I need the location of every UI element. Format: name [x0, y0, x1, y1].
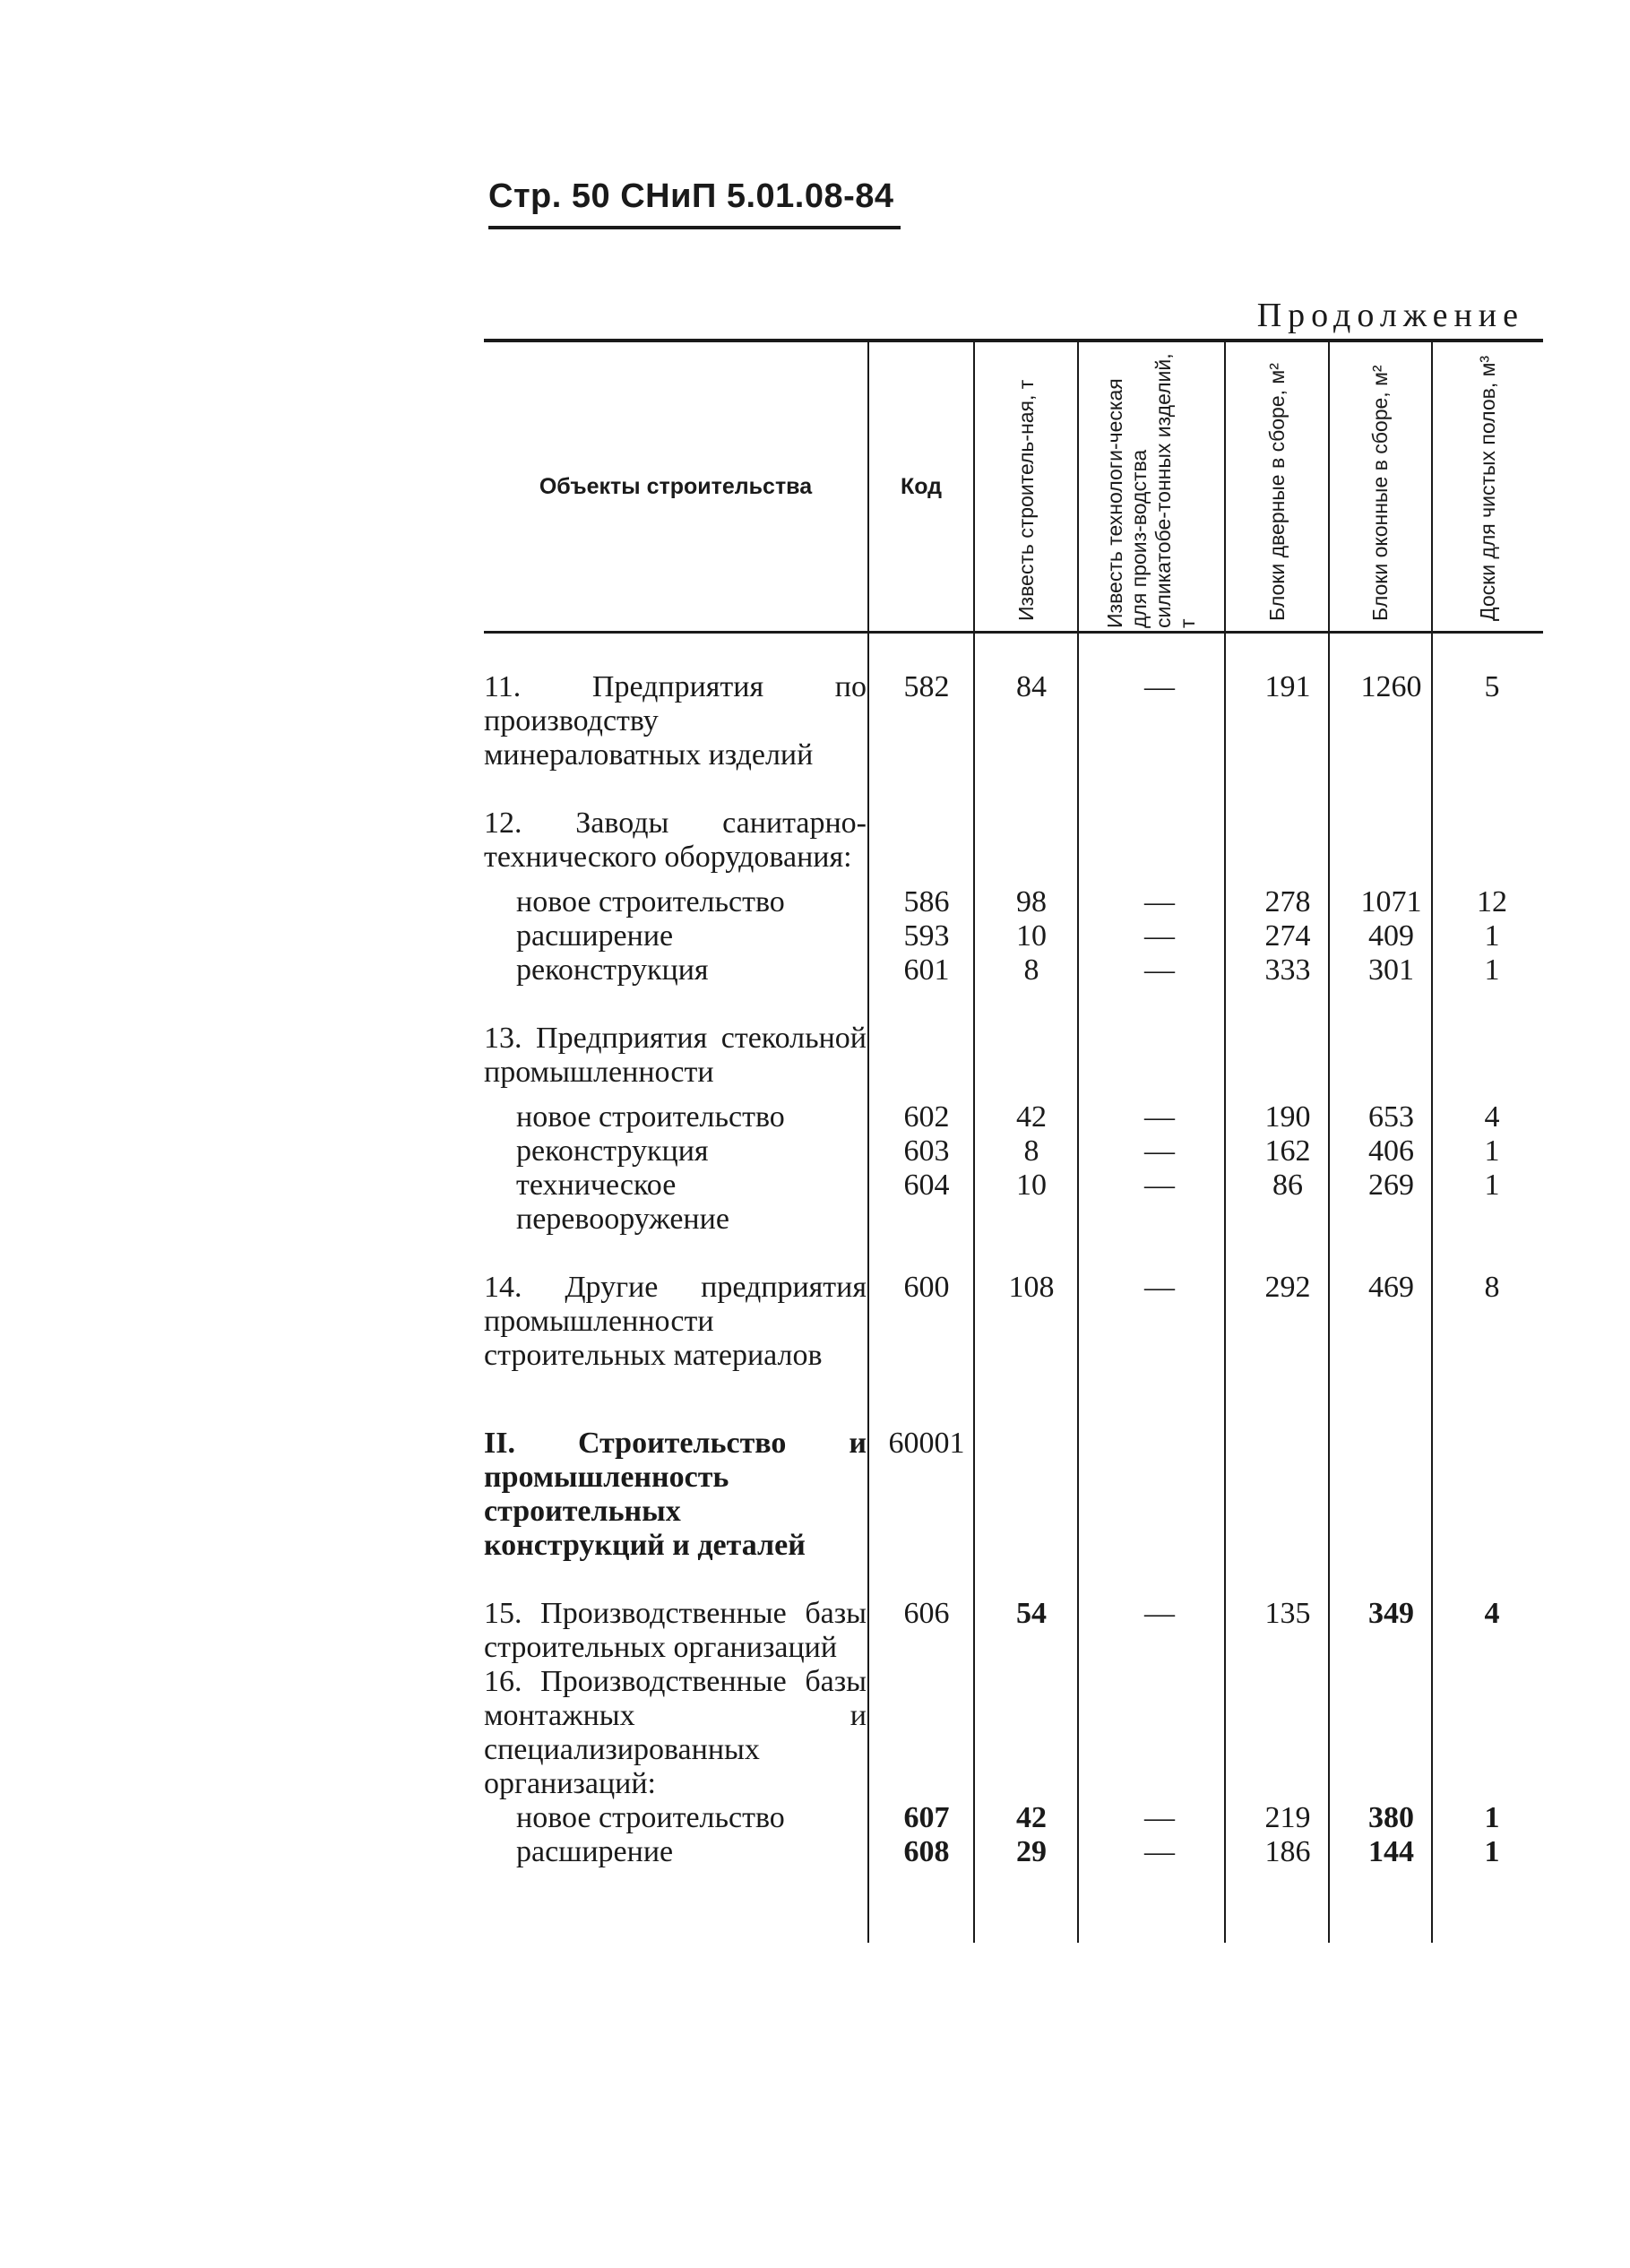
- object-cell: 14. Другие предприятия промышленности строительных материалов: [484, 1271, 867, 1372]
- header-floor-boards: [1433, 342, 1543, 631]
- door-cell: 190: [1264, 1100, 1311, 1134]
- board-cell: 1: [1484, 1801, 1500, 1834]
- header-floor-boards-label: Доски для чистых полов, м³: [1476, 355, 1499, 621]
- tech-cell: —: [1144, 1100, 1175, 1134]
- table-row: [484, 1665, 1543, 1801]
- table-row: [484, 1100, 1543, 1134]
- object-cell: новое строительство: [516, 1100, 785, 1134]
- tech-cell: —: [1144, 1801, 1175, 1834]
- door-cell: 86: [1272, 1168, 1303, 1202]
- table-row: [484, 919, 1543, 953]
- table-row: [484, 1134, 1543, 1168]
- lime-cell: 8: [1023, 1134, 1039, 1168]
- board-cell: 1: [1484, 919, 1500, 953]
- tech-cell: —: [1144, 1134, 1175, 1168]
- table-header-rule: [484, 631, 1543, 634]
- door-cell: 278: [1264, 885, 1311, 918]
- tech-cell: —: [1144, 1271, 1175, 1304]
- object-cell: 12. Заводы санитарно-технического оборудования:: [484, 806, 867, 874]
- header-lime-technological: [1079, 342, 1224, 631]
- materials-table: [484, 339, 1543, 1943]
- code-cell: 586: [903, 885, 950, 918]
- header-rule: [488, 226, 901, 229]
- board-cell: 1: [1484, 953, 1500, 987]
- lime-cell: 10: [1016, 919, 1047, 953]
- lime-cell: 98: [1016, 885, 1047, 918]
- code-cell: 600: [903, 1271, 950, 1304]
- board-cell: 5: [1484, 670, 1500, 703]
- table-row: [484, 1271, 1543, 1373]
- header-door-blocks-label: Блоки дверные в сборе, м²: [1264, 363, 1289, 621]
- tech-cell: —: [1144, 885, 1175, 918]
- window-cell: 349: [1368, 1597, 1414, 1630]
- object-cell: 15. Производственные базы строительных организаций: [484, 1597, 867, 1664]
- header-lime-technological-label: Известь технологи-ческая для произ-водства силикатобе-тонных изделий, т: [1103, 353, 1199, 628]
- window-cell: 269: [1368, 1168, 1414, 1202]
- door-cell: 162: [1264, 1134, 1311, 1168]
- table-row: [484, 670, 1543, 772]
- door-cell: 191: [1264, 670, 1311, 703]
- section-row: [484, 1427, 1543, 1563]
- door-cell: 186: [1264, 1835, 1311, 1868]
- table-row: [484, 885, 1543, 919]
- page-header: Стр. 50 СНиП 5.01.08-84: [488, 177, 894, 215]
- window-cell: 469: [1368, 1271, 1414, 1304]
- tech-cell: —: [1144, 1835, 1175, 1868]
- lime-cell: 42: [1016, 1100, 1047, 1134]
- object-cell: реконструкция: [516, 1134, 709, 1168]
- lime-cell: 8: [1023, 953, 1039, 987]
- window-cell: 1260: [1360, 670, 1422, 703]
- header-window-blocks-label: Блоки оконные в сборе, м²: [1368, 365, 1392, 621]
- code-cell: 604: [903, 1168, 950, 1202]
- lime-cell: 84: [1016, 670, 1047, 703]
- code-cell: 582: [903, 670, 950, 703]
- object-cell: новое строительство: [516, 1801, 785, 1834]
- board-cell: 4: [1484, 1597, 1500, 1630]
- object-cell: расширение: [516, 919, 674, 953]
- door-cell: 135: [1264, 1597, 1311, 1630]
- door-cell: 292: [1264, 1271, 1311, 1304]
- header-code-label: Код: [900, 473, 943, 499]
- object-cell: 16. Производственные базы монтажных и специализированных организаций:: [484, 1665, 867, 1800]
- table-row: [484, 1801, 1543, 1835]
- object-cell: реконструкция: [516, 953, 709, 987]
- code-cell: 602: [903, 1100, 950, 1134]
- code-cell: 60001: [888, 1427, 965, 1460]
- lime-cell: 42: [1016, 1801, 1047, 1834]
- window-cell: 409: [1368, 919, 1414, 953]
- window-cell: 653: [1368, 1100, 1414, 1134]
- window-cell: 380: [1368, 1801, 1414, 1834]
- table-row: [484, 1835, 1543, 1869]
- board-cell: 4: [1484, 1100, 1500, 1134]
- board-cell: 12: [1477, 885, 1507, 918]
- tech-cell: —: [1144, 1597, 1175, 1630]
- table-row: [484, 1022, 1543, 1090]
- door-cell: 333: [1264, 953, 1311, 987]
- board-cell: 8: [1484, 1271, 1500, 1304]
- object-cell: 11. Предприятия по производству минераловатных изделий: [484, 670, 867, 772]
- code-cell: 607: [903, 1801, 950, 1834]
- code-cell: 603: [903, 1134, 950, 1168]
- window-cell: 1071: [1360, 885, 1422, 918]
- object-cell: техническое перевооружение: [516, 1168, 729, 1236]
- code-cell: 593: [903, 919, 950, 953]
- header-objects: [484, 342, 867, 631]
- lime-cell: 54: [1016, 1597, 1047, 1630]
- tech-cell: —: [1144, 919, 1175, 953]
- table-row: [484, 1168, 1543, 1237]
- header-lime-construction: [975, 342, 1077, 631]
- section-heading: II. Строительство и промышленность строительных конструкций и деталей: [484, 1427, 867, 1562]
- window-cell: 301: [1368, 953, 1414, 987]
- code-cell: 608: [903, 1835, 950, 1868]
- door-cell: 219: [1264, 1801, 1311, 1834]
- board-cell: 1: [1484, 1835, 1500, 1868]
- tech-cell: —: [1144, 1168, 1175, 1202]
- window-cell: 144: [1368, 1835, 1414, 1868]
- window-cell: 406: [1368, 1134, 1414, 1168]
- header-lime-construction-label: Известь строитель-ная, т: [1013, 379, 1038, 621]
- header-objects-label: Объекты строительства: [539, 473, 813, 499]
- continuation-label: Продолжение: [1256, 297, 1524, 334]
- header-window-blocks: [1330, 342, 1431, 631]
- table-row: [484, 806, 1543, 875]
- object-cell: расширение: [516, 1835, 674, 1868]
- tech-cell: —: [1144, 670, 1175, 703]
- object-cell: новое строительство: [516, 885, 785, 918]
- board-cell: 1: [1484, 1168, 1500, 1202]
- header-door-blocks: [1226, 342, 1328, 631]
- door-cell: 274: [1264, 919, 1311, 953]
- lime-cell: 10: [1016, 1168, 1047, 1202]
- board-cell: 1: [1484, 1134, 1500, 1168]
- code-cell: 606: [903, 1597, 950, 1630]
- header-code: [869, 342, 973, 631]
- object-cell: 13. Предприятия стекольной промышленности: [484, 1022, 867, 1089]
- lime-cell: 29: [1016, 1835, 1047, 1868]
- lime-cell: 108: [1008, 1271, 1055, 1304]
- table-row: [484, 953, 1543, 987]
- table-row: [484, 1597, 1543, 1665]
- table-body: [484, 670, 1543, 1869]
- code-cell: 601: [903, 953, 950, 987]
- tech-cell: —: [1144, 953, 1175, 987]
